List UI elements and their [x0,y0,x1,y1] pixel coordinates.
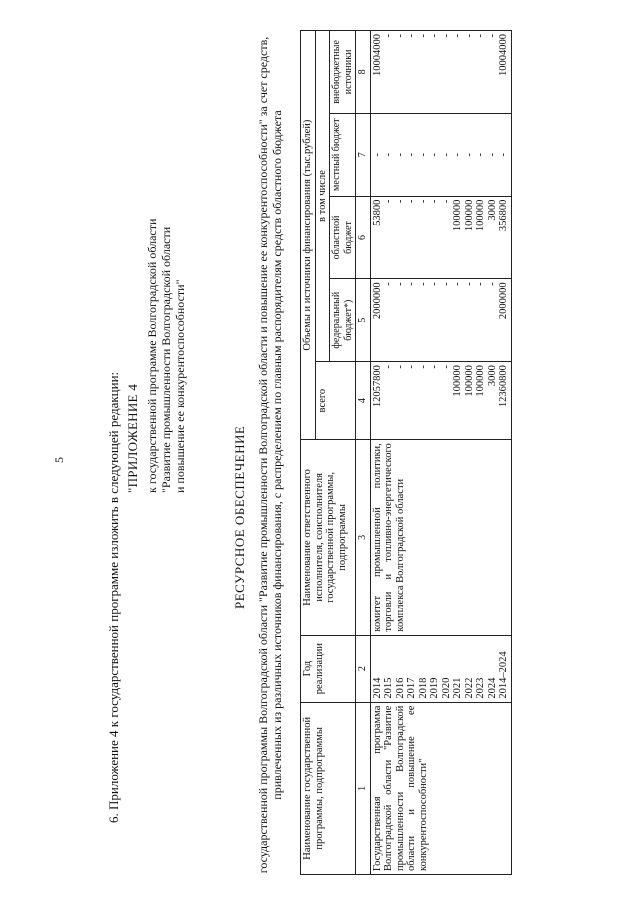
cell-value: 53800 [371,199,383,226]
cell-value: 3000 [486,365,498,387]
cell-value: 2000000 [371,282,383,320]
cell-value: 356800 [498,199,509,232]
executor-cell: комитет промышленной политики, торговли и топливно-энергетического комплекса Волгоградской области [370,440,511,635]
cell-value: - [429,365,440,369]
cell-value: 100000 [463,199,475,232]
header-regional: областной бюджет [330,196,356,279]
intro-text: 6. Приложение 4 к государственной программе изложить в следующей редакции: [106,371,121,823]
cell-value: 2024 [486,677,498,699]
cell-value: - [417,152,429,157]
total-cell [370,362,511,440]
appendix-subheading [145,33,187,493]
column-number-row [356,31,371,875]
cell-value: 2021 [452,677,463,699]
cell-value: - [406,365,417,369]
cell-value: - [394,365,406,369]
cell-value: - [383,365,394,369]
cell-value: - [406,199,417,204]
cell-value: 3000 [486,199,498,221]
colnum: 7 [356,113,371,196]
cell-value: - [452,34,463,38]
federal-cell [370,279,511,362]
header-federal: федеральный бюджет*) [330,279,356,362]
table-row [370,31,511,875]
cell-value: - [429,282,440,286]
cell-value: - [394,199,406,204]
cell-value: - [394,152,406,157]
header-including: в том числе [315,31,330,362]
appendix-line-1: к государственной программе Волгоградской области [145,218,159,493]
cell-value: - [463,34,475,38]
cell-value: - [440,199,452,204]
cell-value: - [486,34,498,38]
colnum: 1 [356,702,371,874]
cell-value: 2017 [406,677,417,699]
cell-value: - [452,152,463,157]
header-offbudget: внебюджетные источники [330,31,356,114]
cell-value: - [394,34,406,38]
header-program-name: Наименование государственной программы, подпрограммы [301,702,356,874]
cell-value: - [406,152,417,157]
cell-value: 100000 [452,365,463,397]
appendix-line-3: и повышение ее конкурентоспособности" [173,279,187,493]
cell-value: 12057800 [371,365,383,408]
cell-value: - [406,282,417,286]
cell-value: - [417,199,429,204]
cell-value: - [440,34,452,38]
colnum: 8 [356,31,371,114]
cell-value: - [429,152,440,157]
page-number: 5 [52,457,66,463]
cell-value: 2014–2024 [498,651,509,699]
cell-value: 100000 [452,199,463,232]
cell-value: - [417,365,429,369]
cell-value: - [486,282,498,286]
cell-value: - [498,152,509,157]
cell-value: - [486,152,498,157]
cell-value: 10004000 [371,34,383,76]
cell-value: - [475,152,486,157]
cell-value: 2016 [394,677,406,699]
appendix-heading: "ПРИЛОЖЕНИЕ 4 [125,383,140,493]
cell-value: - [371,152,383,157]
colnum: 3 [356,440,371,635]
document-title: РЕСУРСНОЕ ОБЕСПЕЧЕНИЕ [232,425,247,609]
cell-value: 2020 [440,677,452,699]
header-year: Год реализации [301,635,356,702]
local-cell [370,113,511,196]
cell-value: 2019 [429,677,440,699]
colnum: 5 [356,279,371,362]
header-executor: Наименование ответственного исполнителя, соисполнителя государственной программы, подпрограммы [301,440,356,635]
cell-value: - [394,282,406,286]
cell-value: - [463,152,475,157]
cell-value: 10004000 [498,34,509,76]
header-volumes: Объемы и источники финансирования (тыс.рублей) [301,31,316,440]
cell-value: 2014 [371,677,383,699]
cell-value: - [429,34,440,38]
cell-value: 12360800 [498,365,509,408]
regional-cell [370,196,511,279]
cell-value: - [452,282,463,286]
cell-value: 2018 [417,677,429,699]
cell-value: - [406,34,417,38]
cell-value: - [463,282,475,286]
cell-value: - [475,282,486,286]
cell-value: - [417,34,429,38]
years-cell [370,635,511,702]
cell-value: - [383,199,394,204]
document-subtitle: государственной программы Волгоградской области "Развитие промышленности Волгоградской области и повышение ее конкурентоспособности" за счет средств, привлеченных из различных источников финансирования, с распределением по главным распорядителям средств областного бюджета [256,36,284,874]
cell-value: 100000 [475,365,486,397]
cell-value: 2015 [383,677,394,699]
cell-value: - [440,282,452,286]
cell-value: - [383,34,394,38]
colnum: 2 [356,635,371,702]
offbudget-cell [370,31,511,114]
program-name-cell: Государственная программа Волгоградской области "Развитие промышленности Волгоградской области и повышение ее конкурентоспособности" [370,702,511,874]
cell-value: - [429,199,440,204]
cell-value: - [383,282,394,286]
appendix-line-2: "Развитие промышленности Волгоградской области [159,226,173,493]
cell-value: - [440,365,452,369]
colnum: 4 [356,362,371,440]
resource-table [300,30,512,875]
cell-value: 100000 [475,199,486,232]
cell-value: - [417,282,429,286]
cell-value: - [440,152,452,157]
cell-value: 2000000 [498,282,509,320]
header-total: всего [315,362,356,440]
cell-value: 100000 [463,365,475,397]
header-local: местный бюджет [330,113,356,196]
cell-value: 2022 [463,677,475,699]
cell-value: - [383,152,394,157]
cell-value: - [475,34,486,38]
cell-value: 2023 [475,677,486,699]
colnum: 6 [356,196,371,279]
